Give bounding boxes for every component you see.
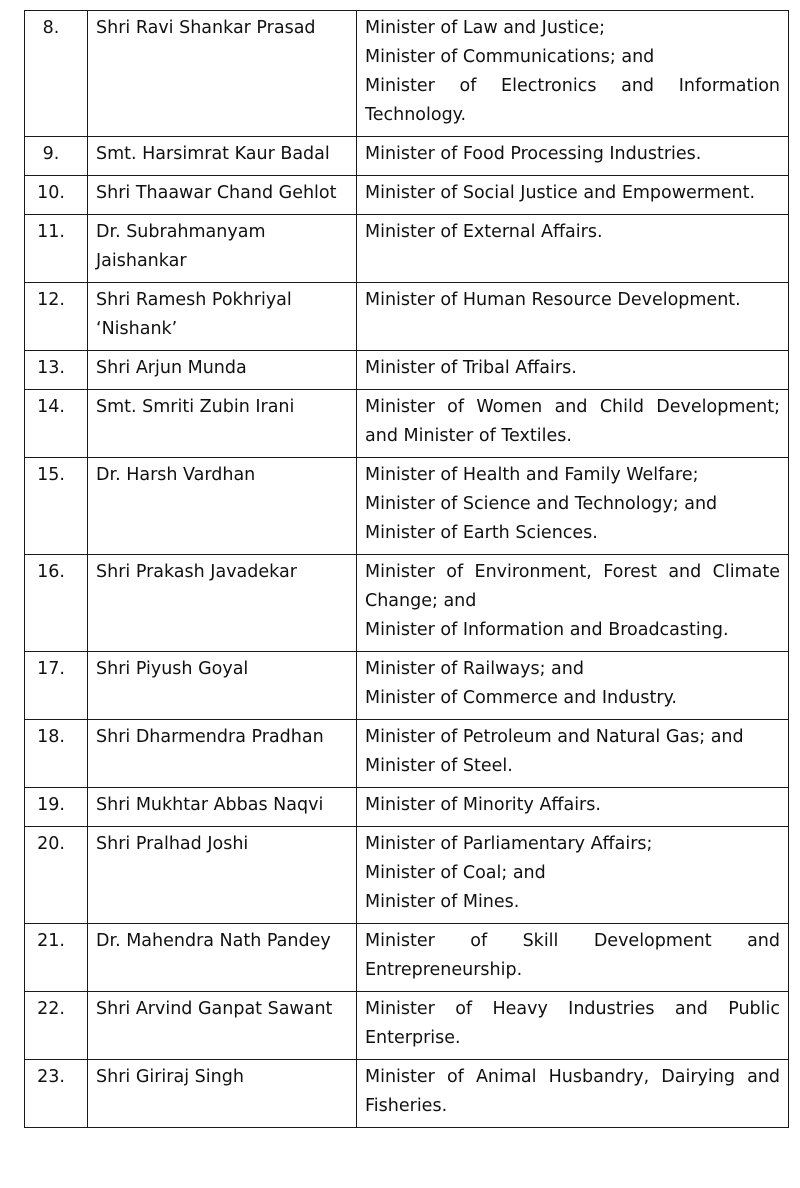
portfolio-line: Minister of Information and Broadcasting. [365,620,729,640]
table-row [25,215,789,283]
portfolio-line: Minister of Food Processing Industries. [365,144,702,164]
minister-name: Shri Pralhad Joshi [88,827,357,924]
portfolio-line: Minister of Railways; and [365,659,584,679]
portfolio-cell [357,1060,789,1128]
table-row [25,788,789,827]
portfolio-line: Minister of Coal; and [365,863,546,883]
serial-number: 8. [25,11,88,137]
portfolio-line: Minister of Law and Justice; [365,18,606,38]
portfolio-line: Minister of Heavy Industries and Public [365,999,780,1019]
table-row [25,458,789,555]
table-row [25,390,789,458]
minister-name: Smt. Harsimrat Kaur Badal [88,137,357,176]
portfolio-line: Minister of Health and Family Welfare; [365,465,699,485]
minister-name: Shri Ravi Shankar Prasad [88,11,357,137]
portfolio-cell [357,458,789,555]
minister-name: Shri Piyush Goyal [88,652,357,720]
portfolio-cell [357,652,789,720]
portfolio-line: Technology. [365,105,467,125]
portfolio-line: Minister of Parliamentary Affairs; [365,834,653,854]
minister-name: Shri Arvind Ganpat Sawant [88,992,357,1060]
portfolio-cell [357,924,789,992]
portfolio-cell [357,788,789,827]
portfolio-line: Minister of Environment, Forest and Climate [365,562,780,582]
serial-number: 14. [25,390,88,458]
portfolio-line: Minister of Women and Child Development; [365,397,780,417]
portfolio-line: Minister of Minority Affairs. [365,795,601,815]
table-row [25,176,789,215]
portfolio-line: and Minister of Textiles. [365,426,572,446]
portfolio-cell [357,215,789,283]
minister-name: Smt. Smriti Zubin Irani [88,390,357,458]
portfolio-cell [357,351,789,390]
table-row [25,1060,789,1128]
portfolio-line: Enterprise. [365,1028,461,1048]
portfolio-line: Minister of Science and Technology; and [365,494,718,514]
table-row [25,720,789,788]
portfolio-cell [357,827,789,924]
portfolio-cell [357,283,789,351]
minister-name: Shri Prakash Javadekar [88,555,357,652]
portfolio-line: Minister of External Affairs. [365,222,603,242]
serial-number: 19. [25,788,88,827]
minister-name: Shri Thaawar Chand Gehlot [88,176,357,215]
portfolio-cell [357,137,789,176]
table-row [25,652,789,720]
portfolio-line: Minister of Animal Husbandry, Dairying and [365,1067,780,1087]
minister-name: Shri Ramesh Pokhriyal ‘Nishank’ [88,283,357,351]
table-body [25,11,789,1128]
minister-name: Shri Mukhtar Abbas Naqvi [88,788,357,827]
ministers-table [24,10,789,1128]
serial-number: 21. [25,924,88,992]
table-row [25,992,789,1060]
portfolio-line: Minister of Social Justice and Empowerment. [365,183,756,203]
portfolio-cell [357,390,789,458]
portfolio-line: Minister of Steel. [365,756,513,776]
portfolio-line: Minister of Electronics and Information [365,76,780,96]
table-row [25,555,789,652]
table-row [25,351,789,390]
portfolio-line: Change; and [365,591,477,611]
serial-number: 23. [25,1060,88,1128]
serial-number: 17. [25,652,88,720]
portfolio-line: Minister of Skill Development and [365,931,780,951]
serial-number: 12. [25,283,88,351]
serial-number: 15. [25,458,88,555]
serial-number: 20. [25,827,88,924]
portfolio-cell [357,720,789,788]
portfolio-line: Minister of Earth Sciences. [365,523,598,543]
serial-number: 10. [25,176,88,215]
table-row [25,924,789,992]
minister-name: Shri Dharmendra Pradhan [88,720,357,788]
portfolio-line: Minister of Tribal Affairs. [365,358,577,378]
minister-name: Shri Arjun Munda [88,351,357,390]
portfolio-cell [357,555,789,652]
minister-name: Dr. Mahendra Nath Pandey [88,924,357,992]
minister-name: Shri Giriraj Singh [88,1060,357,1128]
portfolio-cell [357,176,789,215]
serial-number: 22. [25,992,88,1060]
portfolio-line: Minister of Petroleum and Natural Gas; and [365,727,744,747]
table-row [25,137,789,176]
portfolio-line: Minister of Mines. [365,892,520,912]
portfolio-line: Entrepreneurship. [365,960,523,980]
table-row [25,11,789,137]
portfolio-cell [357,11,789,137]
serial-number: 11. [25,215,88,283]
table-row [25,827,789,924]
portfolio-line: Fisheries. [365,1096,448,1116]
serial-number: 16. [25,555,88,652]
serial-number: 13. [25,351,88,390]
minister-name: Dr. Harsh Vardhan [88,458,357,555]
minister-name: Dr. Subrahmanyam Jaishankar [88,215,357,283]
portfolio-cell [357,992,789,1060]
serial-number: 9. [25,137,88,176]
serial-number: 18. [25,720,88,788]
table-row [25,283,789,351]
portfolio-line: Minister of Communications; and [365,47,655,67]
portfolio-line: Minister of Human Resource Development. [365,290,741,310]
portfolio-line: Minister of Commerce and Industry. [365,688,677,708]
